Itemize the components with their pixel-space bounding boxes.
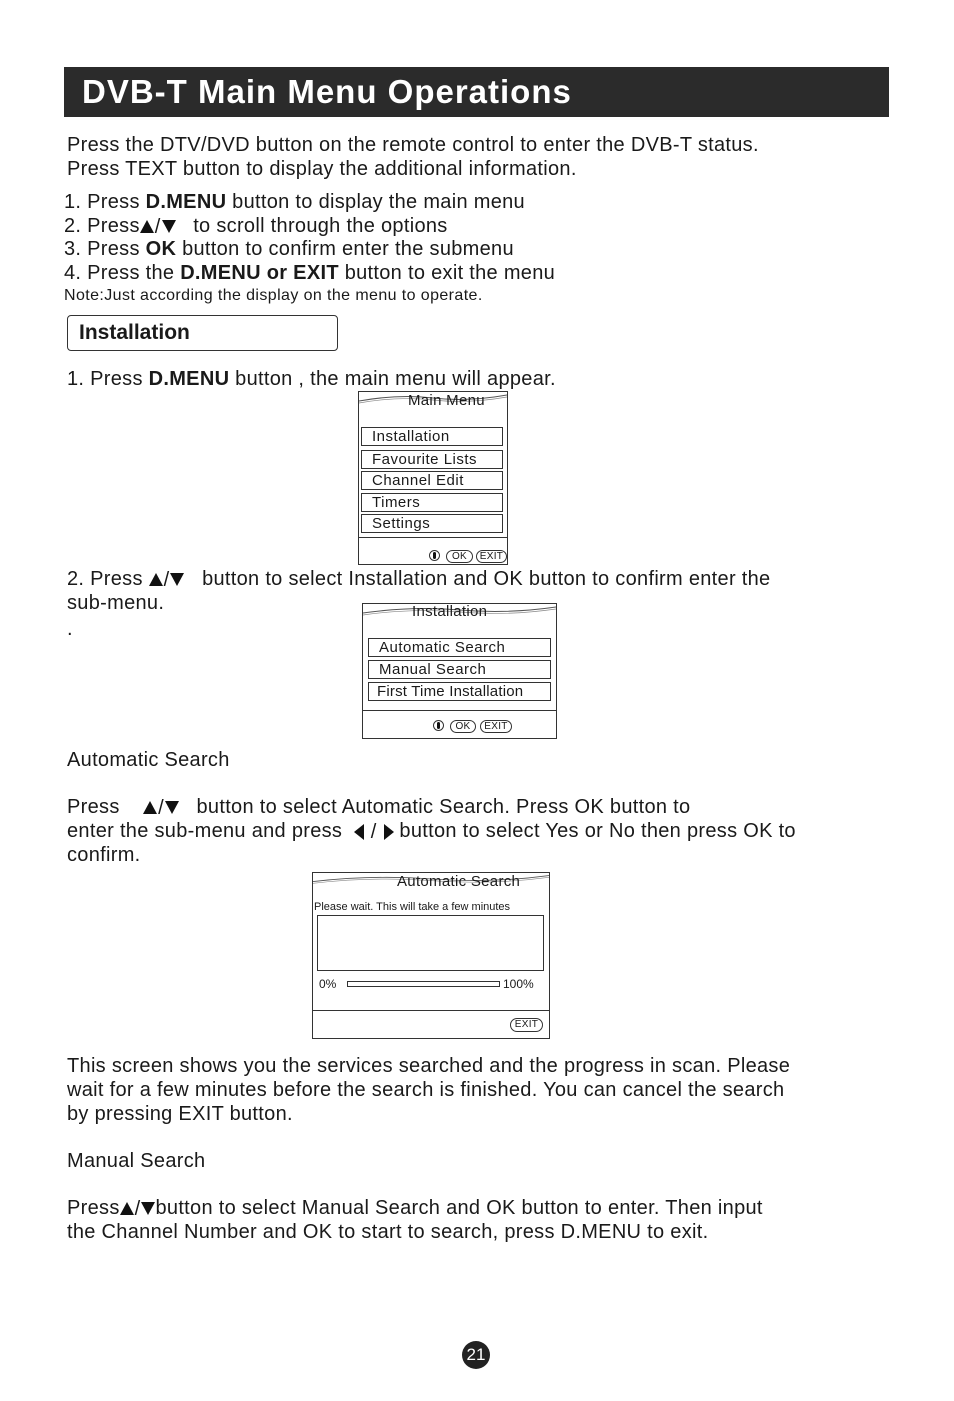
progress-end-label: 100%: [503, 977, 534, 991]
intro-line-2: Press TEXT button to display the additional information.: [67, 158, 577, 180]
navigate-icon: [433, 720, 444, 731]
menu-item-settings[interactable]: Settings: [361, 514, 503, 533]
footer-divider: [313, 1010, 549, 1011]
intro-line-1: Press the DTV/DVD button on the remote control to enter the DVB-T status.: [67, 134, 759, 156]
down-arrow-icon: [141, 1202, 155, 1215]
exit-key-icon: EXIT: [480, 720, 512, 733]
installation-step-1: 1. Press D.MENU button , the main menu will appear.: [67, 368, 556, 390]
down-arrow-icon: [170, 573, 184, 586]
installation-heading: Installation: [67, 315, 338, 351]
up-arrow-icon: [140, 220, 154, 233]
up-arrow-icon: [149, 573, 163, 586]
ok-key-icon: OK: [446, 550, 473, 563]
please-wait-text: Please wait. This will take a few minutes: [314, 901, 511, 913]
automatic-search-screen-title: Automatic Search: [397, 873, 521, 890]
manual-search-heading: Manual Search: [67, 1150, 206, 1172]
progress-bar: [347, 981, 500, 987]
down-arrow-icon: [162, 220, 176, 233]
note: Note:Just according the display on the menu to operate.: [64, 287, 483, 304]
automatic-search-heading: Automatic Search: [67, 749, 230, 771]
menu-item-first-time-installation[interactable]: First Time Installation: [368, 682, 551, 701]
up-arrow-icon: [120, 1202, 134, 1215]
automatic-search-line-2: enter the sub-menu and press / button to select Yes or No then press OK to: [67, 820, 796, 843]
down-arrow-icon: [165, 801, 179, 814]
page-number: 21: [462, 1341, 490, 1369]
scan-info-line-3: by pressing EXIT button.: [67, 1103, 293, 1125]
scan-info-line-1: This screen shows you the services searched and the progress in scan. Please: [67, 1055, 791, 1077]
automatic-search-line-3: confirm.: [67, 844, 141, 866]
up-arrow-icon: [143, 801, 157, 814]
ok-key-icon: OK: [450, 720, 476, 733]
main-menu-screen: [358, 391, 508, 565]
installation-step-2: 2. Press / button to select Installation and OK button to confirm enter the: [67, 568, 771, 591]
stray-dot: .: [67, 618, 73, 640]
menu-item-manual-search[interactable]: Manual Search: [368, 660, 551, 679]
installation-screen-title: Installation: [412, 603, 488, 620]
right-arrow-icon: [384, 824, 394, 840]
installation-screen: [362, 603, 557, 739]
footer-divider: [359, 537, 507, 538]
exit-key-icon: EXIT: [476, 550, 507, 563]
automatic-search-screen: [312, 872, 550, 1039]
scan-info-line-2: wait for a few minutes before the search is finished. You can cancel the search: [67, 1079, 785, 1101]
page-title: DVB-T Main Menu Operations: [64, 67, 889, 117]
manual-search-line-1: Press / button to select Manual Search and OK button to enter. Then input: [67, 1197, 763, 1220]
step-1: 1. Press D.MENU button to display the main menu: [64, 191, 525, 213]
step-3: 3. Press OK button to confirm enter the submenu: [64, 238, 514, 260]
automatic-search-line-1: Press / button to select Automatic Search. Press OK button to: [67, 796, 691, 819]
progress-start-label: 0%: [319, 977, 337, 991]
main-menu-title: Main Menu: [408, 392, 485, 409]
menu-item-installation[interactable]: Installation: [361, 427, 503, 446]
installation-step-2-line-2: sub-menu.: [67, 592, 165, 614]
menu-item-channel-edit[interactable]: Channel Edit: [361, 471, 503, 490]
step-2: 2. Press / to scroll through the options: [64, 215, 448, 238]
services-list-area: [317, 915, 544, 971]
footer-divider: [363, 710, 556, 711]
exit-key-icon: EXIT: [510, 1018, 543, 1032]
menu-item-automatic-search[interactable]: Automatic Search: [368, 638, 551, 657]
menu-item-favourite-lists[interactable]: Favourite Lists: [361, 450, 503, 469]
left-arrow-icon: [354, 824, 364, 840]
step-4: 4. Press the D.MENU or EXIT button to exit the menu: [64, 262, 556, 284]
manual-search-line-2: the Channel Number and OK to start to search, press D.MENU to exit.: [67, 1221, 709, 1243]
menu-item-timers[interactable]: Timers: [361, 493, 503, 512]
navigate-icon: [429, 550, 440, 561]
